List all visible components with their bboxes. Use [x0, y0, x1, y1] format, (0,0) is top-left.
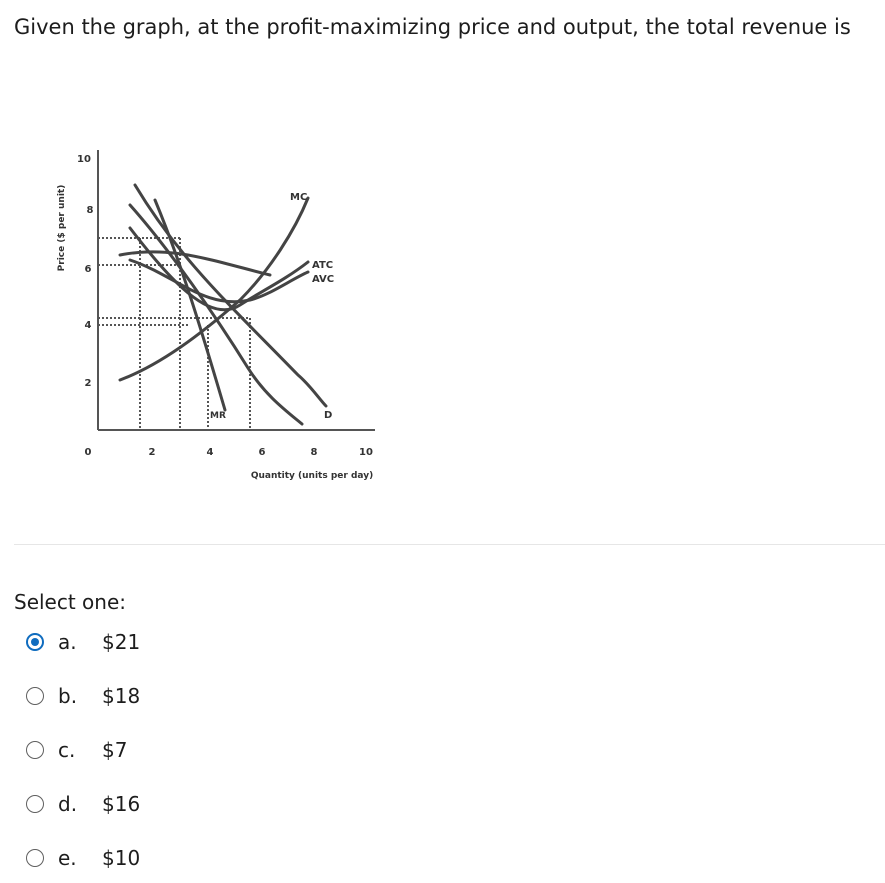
- d-label: D: [324, 410, 333, 421]
- option-d-text: $16: [102, 792, 141, 816]
- y-tick-6: 6: [84, 264, 92, 275]
- option-e[interactable]: [26, 843, 140, 873]
- x-tick-4: 4: [206, 447, 214, 458]
- y-tick-10: 10: [77, 154, 91, 165]
- option-b-text: $18: [102, 684, 141, 708]
- radio-a[interactable]: [26, 633, 44, 651]
- graph-svg: [40, 110, 420, 500]
- option-c[interactable]: [26, 735, 127, 765]
- mc-low-segment: [130, 205, 302, 424]
- option-a-letter: a.: [58, 630, 77, 654]
- y-tick-4: 4: [84, 320, 92, 331]
- x-axis-title: Quantity (units per day): [250, 471, 374, 481]
- radio-b[interactable]: [26, 687, 44, 705]
- x-tick-0: 0: [84, 447, 92, 458]
- x-tick-2: 2: [148, 447, 156, 458]
- atc-curve: [130, 228, 308, 310]
- option-a[interactable]: [26, 627, 140, 657]
- radio-d[interactable]: [26, 795, 44, 813]
- economics-graph: [40, 110, 420, 500]
- x-tick-6: 6: [258, 447, 266, 458]
- x-tick-10: 10: [359, 447, 373, 458]
- question-text: Given the graph, at the profit-maximizing price and output, the total revenue is: [14, 15, 851, 39]
- select-prompt: Select one:: [14, 590, 127, 614]
- divider: [14, 544, 885, 545]
- x-tick-8: 8: [310, 447, 318, 458]
- option-d[interactable]: [26, 789, 140, 819]
- y-axis-title: Price ($ per unit): [57, 184, 67, 272]
- option-e-text: $10: [102, 846, 141, 870]
- option-c-letter: c.: [58, 738, 76, 762]
- option-e-letter: e.: [58, 846, 77, 870]
- option-b-letter: b.: [58, 684, 78, 708]
- radio-e[interactable]: [26, 849, 44, 867]
- option-c-text: $7: [102, 738, 128, 762]
- radio-c[interactable]: [26, 741, 44, 759]
- option-a-text: $21: [102, 630, 141, 654]
- avc-label: AVC: [312, 274, 335, 285]
- option-d-letter: d.: [58, 792, 78, 816]
- atc-label: ATC: [312, 260, 334, 271]
- y-tick-8: 8: [86, 205, 94, 216]
- option-b[interactable]: [26, 681, 140, 711]
- mr-label: MR: [210, 411, 226, 421]
- y-tick-2: 2: [84, 378, 92, 389]
- mc-label: MC: [290, 192, 308, 203]
